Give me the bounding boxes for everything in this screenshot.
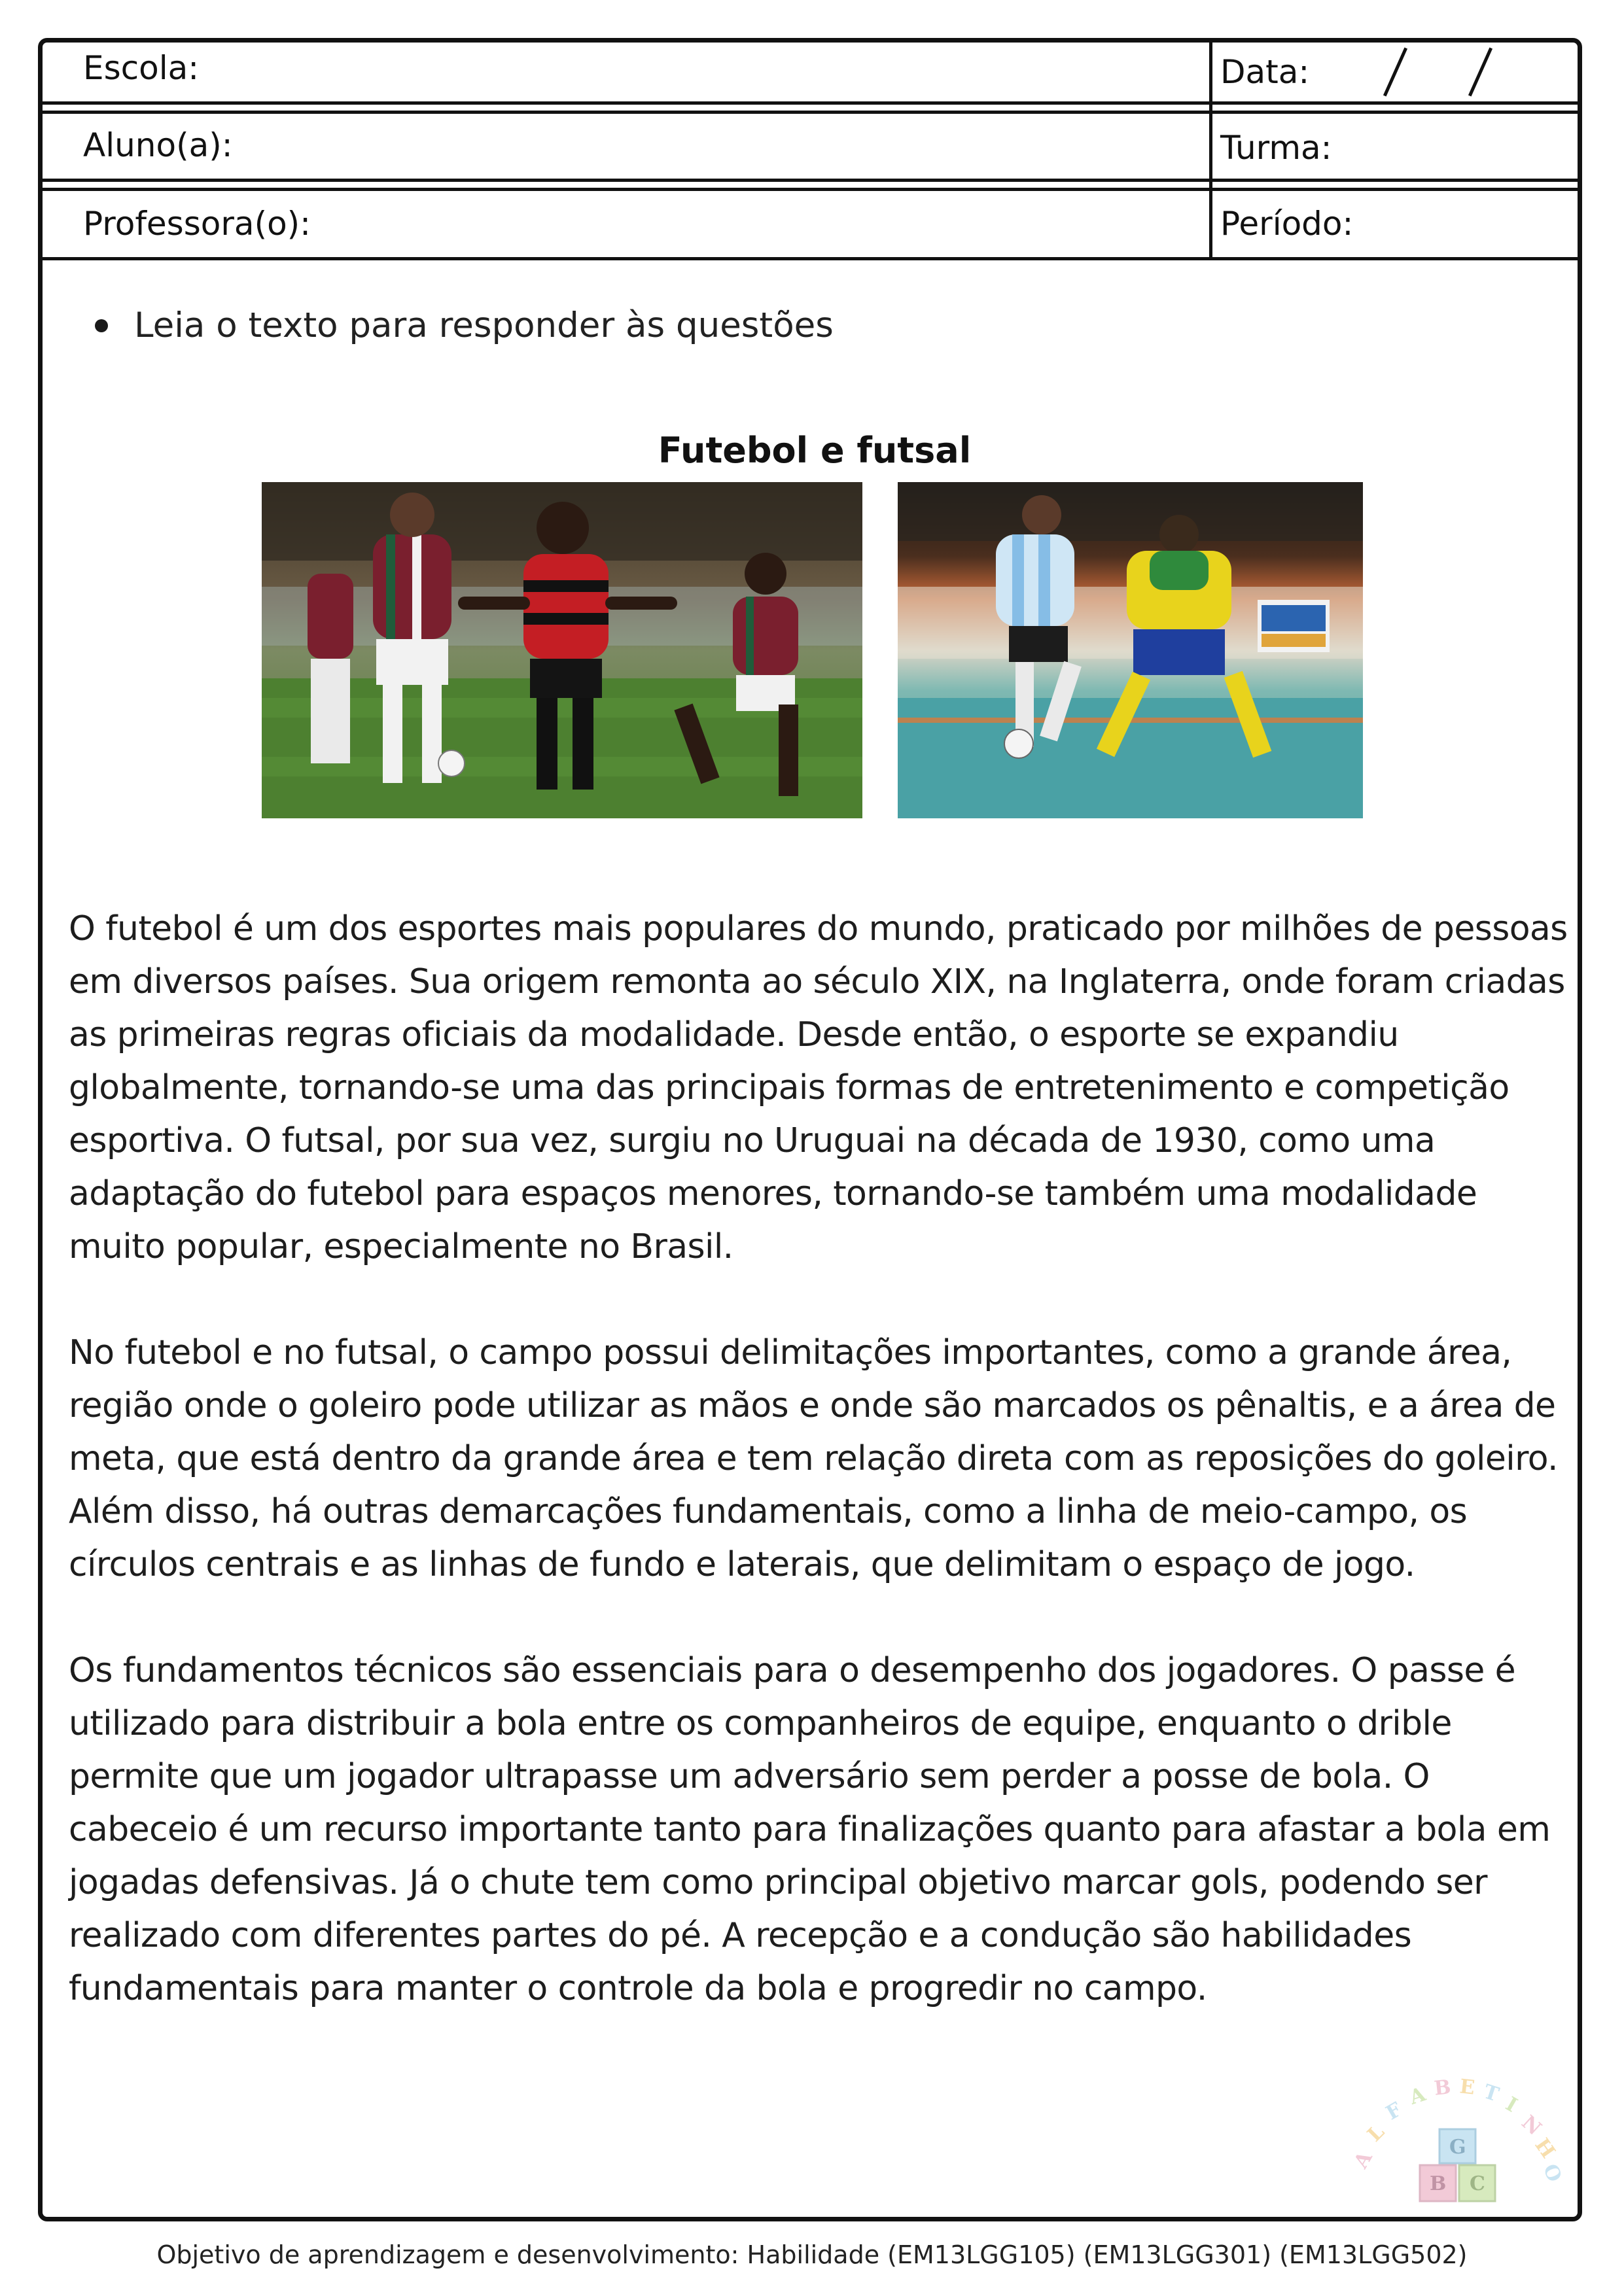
header-line — [43, 111, 1578, 114]
svg-text:T: T — [1480, 2080, 1502, 2107]
school-label: Escola: — [83, 49, 200, 87]
svg-text:B: B — [1430, 2172, 1447, 2195]
svg-text:E: E — [1458, 2075, 1476, 2100]
period-label: Período: — [1220, 205, 1354, 243]
learning-objective-footer: Objetivo de aprendizagem e desenvolvimento: Habilidade (EM13LGG105) (EM13LGG301) (EM13LGG502) — [156, 2240, 1468, 2269]
header-column-divider — [1209, 43, 1212, 260]
svg-text:O: O — [1538, 2161, 1566, 2185]
header-line — [43, 188, 1578, 191]
bullet-icon — [95, 319, 108, 332]
svg-text:A: A — [1349, 2148, 1377, 2172]
svg-text:B: B — [1433, 2076, 1453, 2100]
instruction-text: Leia o texto para responder às questões — [134, 305, 834, 345]
svg-text:I: I — [1501, 2093, 1521, 2117]
teacher-label: Professora(o): — [83, 205, 311, 243]
svg-text:A: A — [1406, 2083, 1428, 2110]
alfabetinho-logo — [1349, 2067, 1570, 2211]
paragraph: Os fundamentos técnicos são essenciais para o desempenho dos jogadores. O passe é utilizado para distribuir a bola entre os companheiros de equipe, enquanto o drible permite que um jogador ultrapasse um adversário sem perder a posse de bola. O cabeceio é um recurso importante tanto para finalizações quanto para afastar a bola em jogadas defensivas. Já o chute tem como principal objetivo marcar gols, podendo ser realizado com diferentes partes do pé. A recepção e a condução são habilidades fundamentais para manter o controle da bola e progredir no campo. — [69, 1651, 1551, 2008]
date-slash-2 — [1468, 47, 1492, 96]
football-photo — [262, 482, 862, 818]
svg-text:L: L — [1363, 2120, 1389, 2147]
body-text — [69, 903, 1574, 2068]
worksheet-frame — [38, 38, 1582, 2221]
text-title: Futebol e futsal — [658, 430, 972, 471]
header-line — [43, 257, 1578, 260]
student-label: Aluno(a): — [83, 126, 233, 164]
svg-text:H: H — [1530, 2134, 1560, 2163]
date-label: Data: — [1220, 53, 1310, 91]
header-line — [43, 179, 1578, 182]
paragraph: No futebol e no futsal, o campo possui delimitações importantes, como a grande área, região onde o goleiro pode utilizar as mãos e onde são marcados os pênaltis, e a área de meta, que está dentro da grande área e tem relação direta com as reposições do goleiro. Além disso, há outras demarcações fundamentais, como a linha de meio-campo, os círculos centrais e as linhas de fundo e laterais, que delimitam o espaço de jogo. — [69, 1333, 1558, 1584]
svg-text:F: F — [1382, 2098, 1406, 2125]
class-label: Turma: — [1220, 129, 1332, 167]
paragraph: O futebol é um dos esportes mais populares do mundo, praticado por milhões de pessoas em diversos países. Sua origem remonta ao século XIX, na Inglaterra, onde foram criadas as primeiras regras oficiais da modalidade. Desde então, o esporte se expandiu globalmente, tornando-se uma das principais formas de entretenimento e competição esportiva. O futsal, por sua vez, surgiu no Uruguai na década de 1930, como uma adaptação do futebol para espaços menores, tornando-se também uma modalidade muito popular, especialmente no Brasil. — [69, 909, 1568, 1266]
svg-text:G: G — [1449, 2136, 1466, 2159]
svg-text:C: C — [1470, 2172, 1485, 2195]
header-line — [43, 101, 1578, 105]
futsal-photo — [898, 482, 1363, 818]
date-slash-1 — [1383, 47, 1407, 96]
svg-text:N: N — [1517, 2111, 1546, 2140]
instruction-item — [95, 305, 834, 345]
